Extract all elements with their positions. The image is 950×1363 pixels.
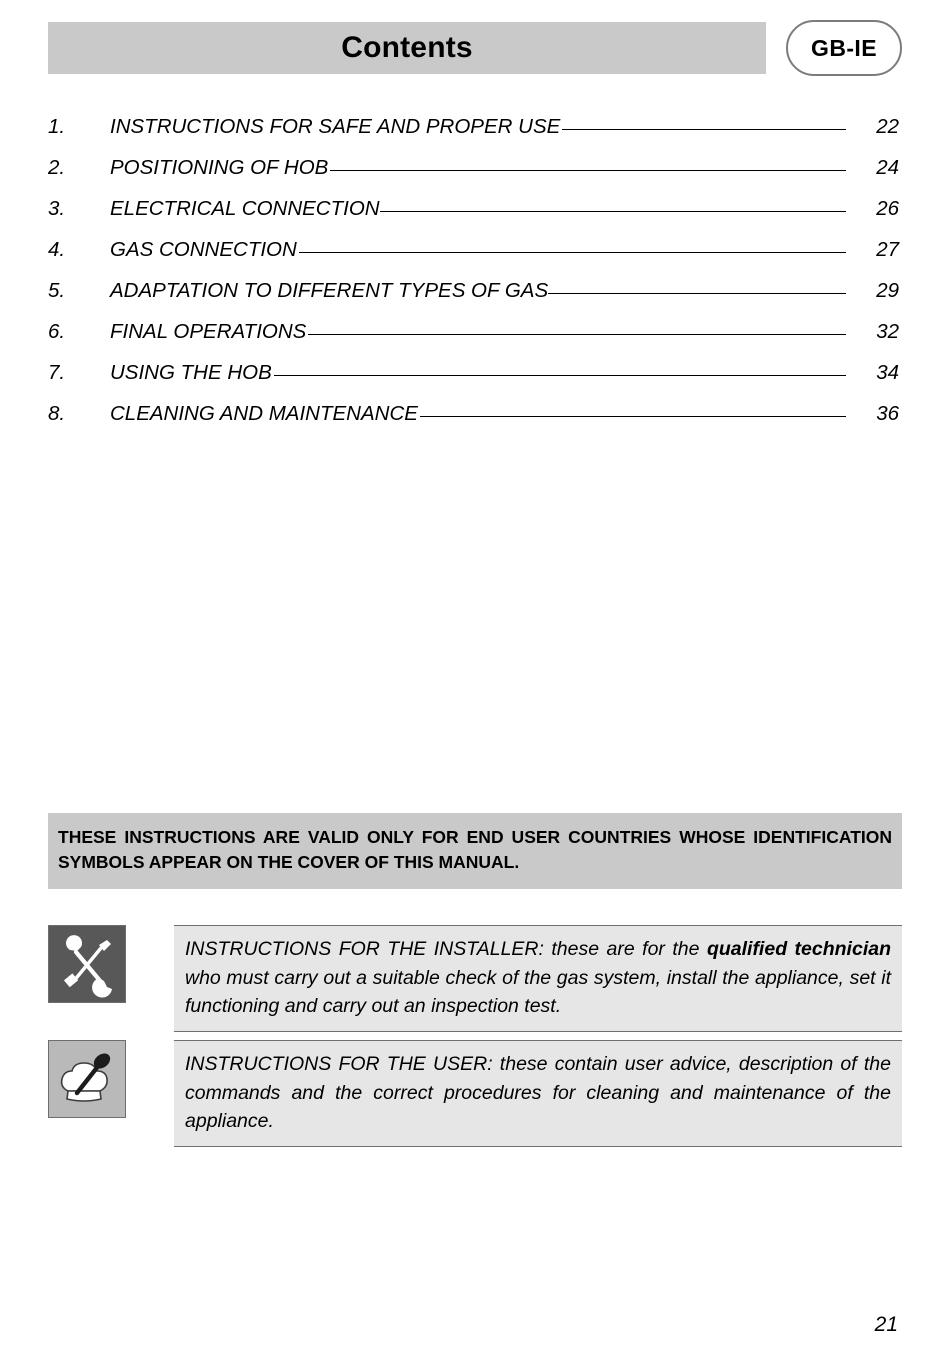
- toc-entry-label: ELECTRICAL CONNECTION: [110, 196, 380, 220]
- table-of-contents: [48, 112, 902, 440]
- toc-entry[interactable]: [48, 317, 902, 358]
- toc-entry-number: 4.: [48, 237, 66, 261]
- toc-entry-number: 3.: [48, 196, 66, 220]
- user-instructions-text: [174, 1040, 902, 1147]
- toc-entry-number: 6.: [48, 319, 66, 343]
- contents-title-band: [48, 22, 766, 74]
- installer-heading: INSTRUCTIONS FOR THE INSTALLER:: [185, 938, 544, 960]
- toc-entry-number: 7.: [48, 360, 66, 384]
- validity-notice: THESE INSTRUCTIONS ARE VALID ONLY FOR END USER COUNTRIES WHOSE IDENTIFICATION SYMBOLS APPEAR ON THE COVER OF THIS MANUAL.: [48, 813, 902, 889]
- installer-emphasis: qualified technician: [706, 938, 891, 960]
- user-heading: INSTRUCTIONS FOR THE USER:: [185, 1053, 493, 1075]
- toc-entry-label: POSITIONING OF HOB: [110, 155, 329, 179]
- toc-entry-label: CLEANING AND MAINTENANCE: [110, 401, 418, 425]
- user-instructions-block: [48, 1040, 902, 1147]
- toc-leader: [272, 358, 856, 379]
- toc-entry-page: 27: [876, 237, 899, 261]
- toc-entry-label: INSTRUCTIONS FOR SAFE AND PROPER USE: [110, 114, 561, 138]
- toc-entry[interactable]: [48, 112, 902, 153]
- installer-text-2: who must carry out a suitable check of the gas system, install the appliance, set it functioning and carry out an inspection test.: [185, 966, 891, 1018]
- toc-entry-page: 36: [876, 401, 899, 425]
- toc-entry[interactable]: [48, 153, 902, 194]
- installer-instructions-block: [48, 925, 902, 1032]
- chef-spoon-icon: [48, 1040, 126, 1118]
- toc-entry[interactable]: [48, 194, 902, 235]
- toc-entry-label: USING THE HOB: [110, 360, 272, 384]
- toc-entry-number: 5.: [48, 278, 66, 302]
- page-header: [48, 22, 902, 74]
- toc-entry-number: 1.: [48, 114, 66, 138]
- toc-entry-page: 32: [876, 319, 899, 343]
- toc-leader: [297, 235, 856, 256]
- installer-text-1: these are for the: [543, 938, 707, 960]
- toc-leader: [380, 194, 856, 215]
- toc-entry[interactable]: [48, 276, 902, 317]
- toc-entry-label: ADAPTATION TO DIFFERENT TYPES OF GAS: [110, 278, 549, 302]
- wrench-screwdriver-icon: [48, 925, 126, 1003]
- toc-entry-page: 24: [876, 155, 899, 179]
- language-badge: [786, 20, 902, 76]
- language-badge-label: GB-IE: [811, 34, 877, 61]
- toc-entry[interactable]: [48, 235, 902, 276]
- toc-leader: [328, 153, 856, 174]
- footer-page-number: 21: [874, 1313, 898, 1336]
- user-text-1: these contain user advice, description of the commands and the correct procedures for cleaning and maintenance of the appliance.: [185, 1053, 891, 1133]
- toc-leader: [560, 112, 856, 133]
- toc-entry-number: 2.: [48, 155, 66, 179]
- toc-leader: [306, 317, 856, 338]
- toc-entry-page: 29: [876, 278, 899, 302]
- page-title: Contents: [341, 31, 473, 64]
- installer-instructions-text: [174, 925, 902, 1032]
- toc-leader: [418, 399, 856, 420]
- toc-entry[interactable]: [48, 358, 902, 399]
- toc-entry-page: 22: [876, 114, 899, 138]
- toc-entry[interactable]: [48, 399, 902, 440]
- toc-entry-label: GAS CONNECTION: [110, 237, 297, 261]
- toc-entry-page: 34: [876, 360, 899, 384]
- toc-entry-page: 26: [876, 196, 899, 220]
- toc-entry-label: FINAL OPERATIONS: [110, 319, 307, 343]
- toc-entry-number: 8.: [48, 401, 66, 425]
- toc-leader: [548, 276, 856, 297]
